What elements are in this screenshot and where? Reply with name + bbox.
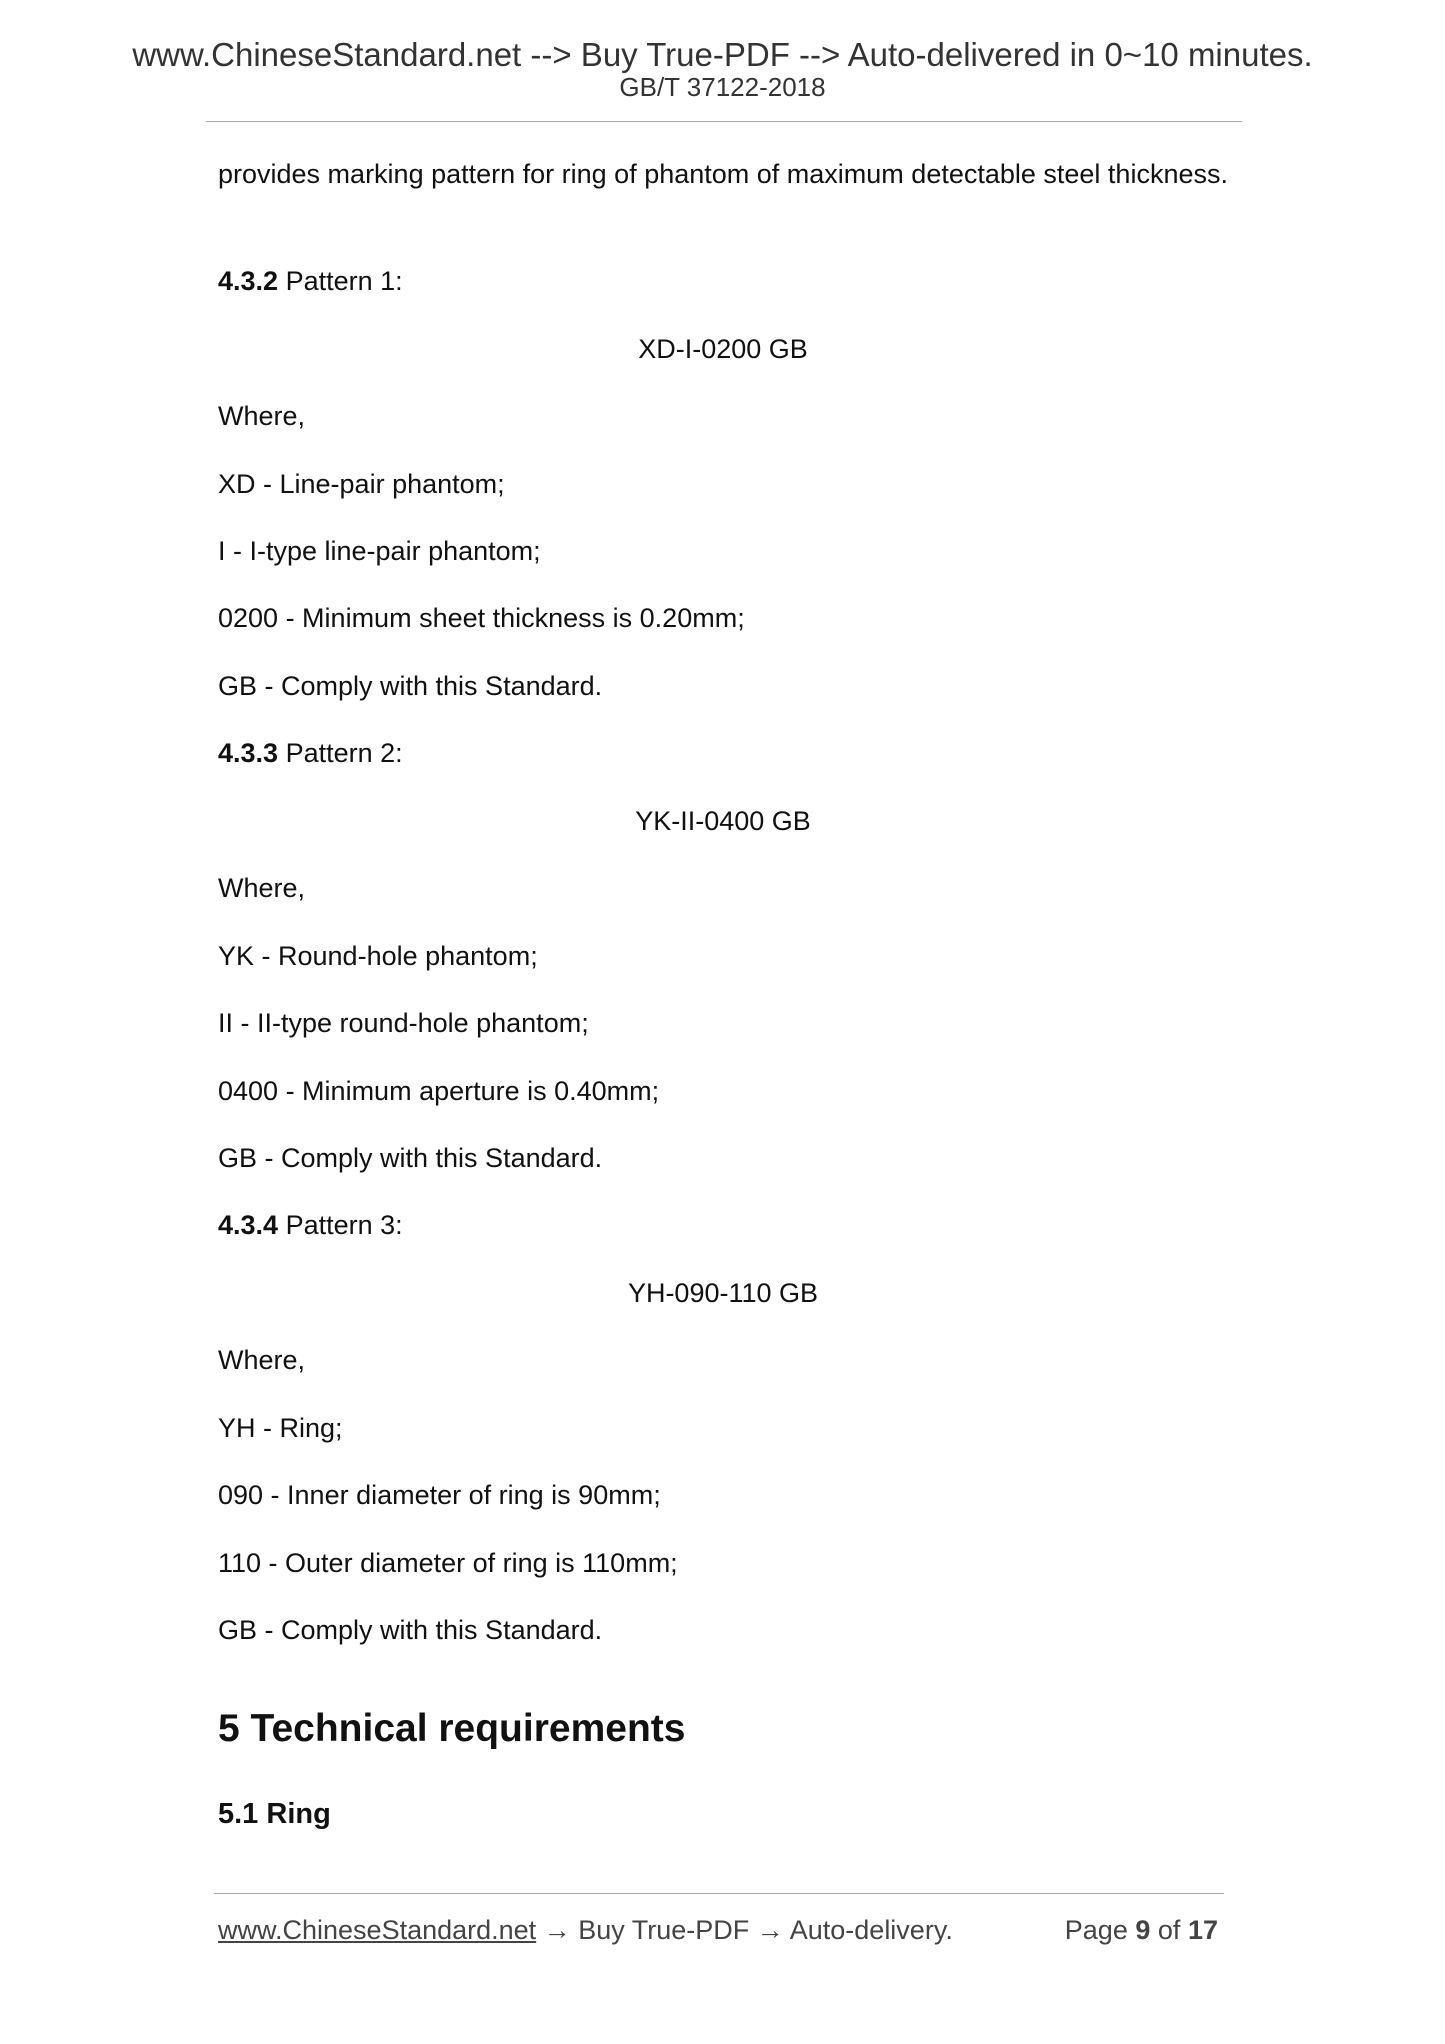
of-label: of — [1157, 1915, 1181, 1945]
pattern3-where: Where, — [218, 1345, 306, 1375]
page-label: Page — [1064, 1915, 1128, 1945]
pattern3-item: GB - Comply with this Standard. — [218, 1615, 603, 1645]
section-5-1-heading: 5.1 Ring — [218, 1798, 331, 1830]
pattern1-item: I - I-type line-pair phantom; — [218, 536, 541, 566]
site-banner: www.ChineseStandard.net --> Buy True-PDF --> Auto-delivered in 0~10 minutes. — [132, 36, 1313, 73]
pattern2-heading — [218, 734, 1228, 772]
footer-divider — [214, 1893, 1224, 1894]
intro-paragraph: provides marking pattern for ring of phantom of maximum detectable steel thickness. — [218, 159, 1228, 189]
pattern2-code: YK-II-0400 GB — [635, 806, 811, 836]
pattern1-heading — [218, 262, 1228, 300]
pattern3-number: 4.3.4 — [218, 1210, 279, 1240]
pattern1-number: 4.3.2 — [218, 266, 279, 296]
page-footer — [218, 1915, 1218, 1945]
pattern2-label: Pattern 2: — [285, 738, 403, 768]
page-indicator — [1065, 1915, 1218, 1945]
pattern1-item: XD - Line-pair phantom; — [218, 469, 505, 499]
pattern3-item: YH - Ring; — [218, 1413, 343, 1443]
pattern3-code: YH-090-110 GB — [627, 1278, 819, 1308]
pattern2-item: YK - Round-hole phantom; — [218, 941, 538, 971]
pattern2-item: GB - Comply with this Standard. — [218, 1143, 603, 1173]
pattern2-number: 4.3.3 — [218, 738, 279, 768]
page-number: 9 — [1135, 1915, 1151, 1945]
pattern1-item: 0200 - Minimum sheet thickness is 0.20mm; — [218, 603, 745, 633]
section-5-heading: 5 Technical requirements — [218, 1707, 686, 1750]
footer-site-link[interactable]: www.ChineseStandard.net — [218, 1915, 537, 1945]
total-pages: 17 — [1187, 1915, 1218, 1945]
pattern3-label: Pattern 3: — [285, 1210, 403, 1240]
pattern2-item: 0400 - Minimum aperture is 0.40mm; — [218, 1076, 660, 1106]
pattern2-where: Where, — [218, 873, 306, 903]
footer-tagline: → Buy True-PDF → Auto-delivery. — [536, 1915, 953, 1945]
pattern1-where: Where, — [218, 401, 306, 431]
pattern1-code: XD-I-0200 GB — [638, 334, 808, 364]
pattern3-item: 110 - Outer diameter of ring is 110mm; — [218, 1548, 678, 1578]
header-divider — [206, 121, 1242, 122]
pattern1-label: Pattern 1: — [285, 266, 403, 296]
pattern3-heading — [218, 1206, 1228, 1244]
standard-code: GB/T 37122-2018 — [619, 72, 826, 102]
pattern3-item: 090 - Inner diameter of ring is 90mm; — [218, 1480, 661, 1510]
pattern1-item: GB - Comply with this Standard. — [218, 671, 603, 701]
pattern2-item: II - II-type round-hole phantom; — [218, 1008, 589, 1038]
